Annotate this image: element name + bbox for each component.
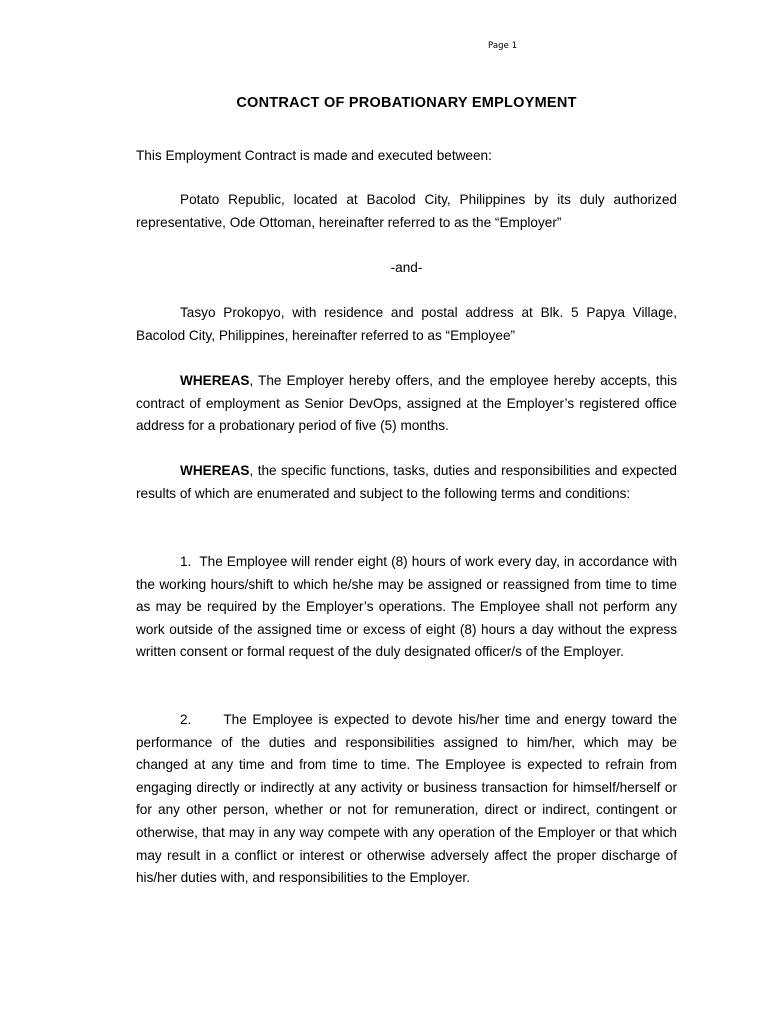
whereas-keyword: WHEREAS — [180, 373, 250, 388]
page-number: Page 1 — [488, 41, 518, 51]
clause-text: The Employee is expected to devote his/her time and energy toward the performance of the duties and responsibilities assigned to him/her, which may be changed at any time and from time to time. The Employee is expected to refrain from engaging directly or indirectly at any activity or business transaction for himself/herself or for any other person, whether or not for remuneration, direct or indirect, contingent or otherwise, that may in any way compete with any operation of the Employer or that which may result in a conflict or interest or otherwise adversely affect the proper discharge of his/her duties with, and responsibilities to the Employer. — [136, 712, 677, 886]
whereas-keyword: WHEREAS — [180, 463, 250, 478]
clause-1 — [136, 551, 677, 664]
employer-paragraph: Potato Republic, located at Bacolod City, Philippines by its duly authorized representative, Ode Ottoman, hereinafter referred to as the “Employer” — [136, 192, 677, 230]
clause-2 — [136, 709, 677, 890]
employee-paragraph: Tasyo Prokopyo, with residence and postal address at Blk. 5 Papya Village, Bacolod City, Philippines, hereinafter referred to as “Employee” — [136, 305, 677, 343]
and-separator: -and- — [390, 260, 423, 275]
clause-number: 2. — [180, 712, 192, 727]
clause-number: 1. — [180, 554, 192, 569]
whereas-paragraph-1 — [136, 370, 677, 438]
clause-text: The Employee will render eight (8) hours of work every day, in accordance with the working hours/shift to which he/she may be assigned or reassigned from time to time as may be required by the Employer’s operations. The Employee shall not perform any work outside of the assigned time or excess of eight (8) hours a day without the express written consent or formal request of the duly designated officer/s of the Employer. — [136, 554, 677, 660]
whereas-text: , the specific functions, tasks, duties and responsibilities and expected results of which are enumerated and subject to the following terms and conditions: — [136, 463, 677, 501]
document-title: CONTRACT OF PROBATIONARY EMPLOYMENT — [236, 95, 577, 111]
whereas-paragraph-2 — [136, 460, 677, 505]
intro-paragraph: This Employment Contract is made and executed between: — [136, 148, 492, 163]
whereas-text: , The Employer hereby offers, and the employee hereby accepts, this contract of employment as Senior DevOps, assigned at the Employer’s registered office address for a probationary period of five (5) months. — [136, 373, 677, 434]
